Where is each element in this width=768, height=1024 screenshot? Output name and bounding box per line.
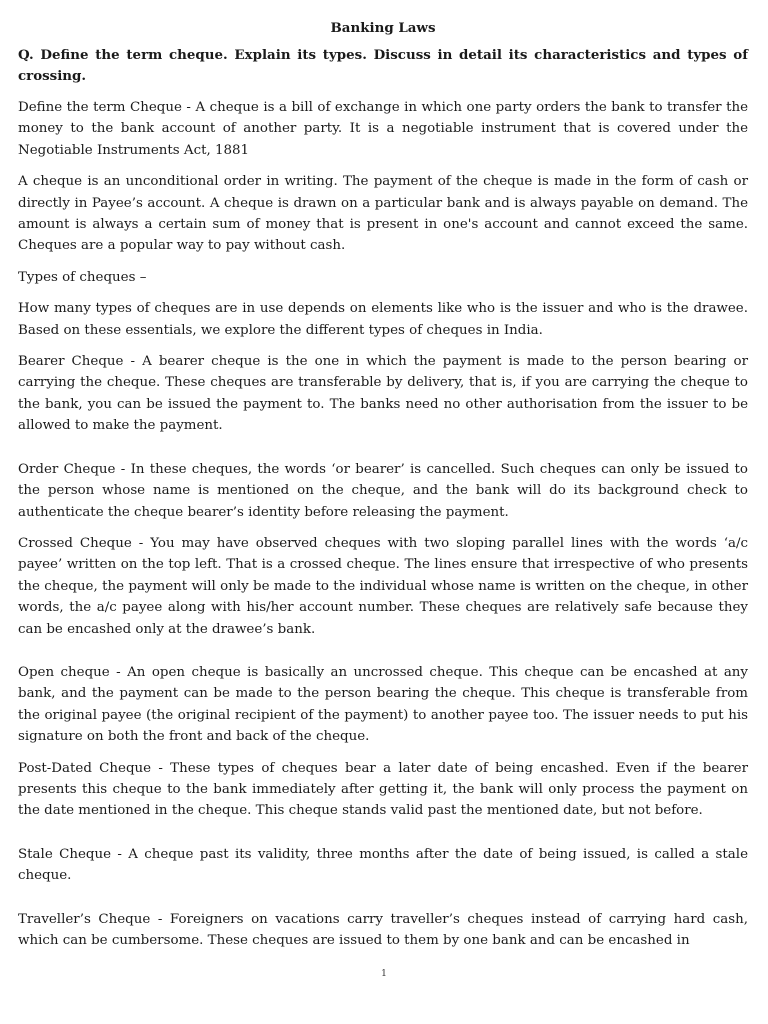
paragraph-travellers-cheque: Traveller’s Cheque - Foreigners on vacations carry traveller’s cheques instead of carrying hard cash, which can be cumbersome. These cheques are issued to them by one bank and can be encashed in bbox=[18, 911, 748, 948]
paragraph-unconditional-order: A cheque is an unconditional order in writing. The payment of the cheque is made in the form of cash or directly in Payee’s account. A cheque is drawn on a particular bank and is always payable on demand. The amount is always a certain sum of money that is present in one's account and cannot exceed the same. Cheques are a popular way to pay without cash. bbox=[18, 174, 748, 254]
question-heading: Q. Define the term cheque. Explain its types. Discuss in detail its characteristics and types of crossing. bbox=[18, 47, 748, 84]
document-title: Banking Laws bbox=[330, 20, 436, 36]
page-number: 1 bbox=[381, 969, 387, 979]
paragraph-stale-cheque: Stale Cheque - A cheque past its validity, three months after the date of being issued, is called a stale cheque. bbox=[18, 846, 748, 884]
paragraph-types-intro: How many types of cheques are in use depends on elements like who is the issuer and who is the drawee. Based on these essentials, we explore the different types of cheques in India. bbox=[18, 301, 748, 338]
paragraph-definition: Define the term Cheque - A cheque is a bill of exchange in which one party orders the bank to transfer the money to the bank account of another party. It is a negotiable instrument that is covered under the Negotiable Instruments Act, 1881 bbox=[18, 100, 748, 158]
paragraph-open-cheque: Open cheque - An open cheque is basically an uncrossed cheque. This cheque can be encashed at any bank, and the payment can be made to the person bearing the cheque. This cheque is transferable from the original payee (the original recipient of the payment) to another payee too. The issuer needs to put his signature on both the front and back of the cheque. bbox=[18, 664, 748, 745]
document-body bbox=[18, 18, 748, 961]
paragraph-types-heading: Types of cheques – bbox=[18, 269, 147, 285]
paragraph-post-dated-cheque: Post-Dated Cheque - These types of cheques bear a later date of being encashed. Even if the bearer presents this cheque to the bank immediately after getting it, the bank will only process the payment on the date mentioned in the cheque. This cheque stands valid past the mentioned date, but not before. bbox=[18, 760, 748, 819]
paragraph-order-cheque: Order Cheque - In these cheques, the words ‘or bearer’ is cancelled. Such cheques can only be issued to the person whose name is mentioned on the cheque, and the bank will do its background check to authenticate the cheque bearer’s identity before releasing the payment. bbox=[18, 461, 748, 520]
paragraph-bearer-cheque: Bearer Cheque - A bearer cheque is the one in which the payment is made to the person bearing or carrying the cheque. These cheques are transferable by delivery, that is, if you are carrying the cheque to the bank, you can be issued the payment to. The banks need no other authorisation from the issuer to be allowed to make the payment. bbox=[18, 354, 748, 434]
paragraph-crossed-cheque: Crossed Cheque - You may have observed cheques with two sloping parallel lines with the words ‘a/c payee’ written on the top left. That is a crossed cheque. The lines ensure that irrespective of who presents the cheque, the payment will only be made to the individual whose name is written on the cheque, in other words, the a/c payee along with his/her account number. These cheques are relatively safe because they can be encashed only at the drawee’s bank. bbox=[18, 535, 748, 637]
